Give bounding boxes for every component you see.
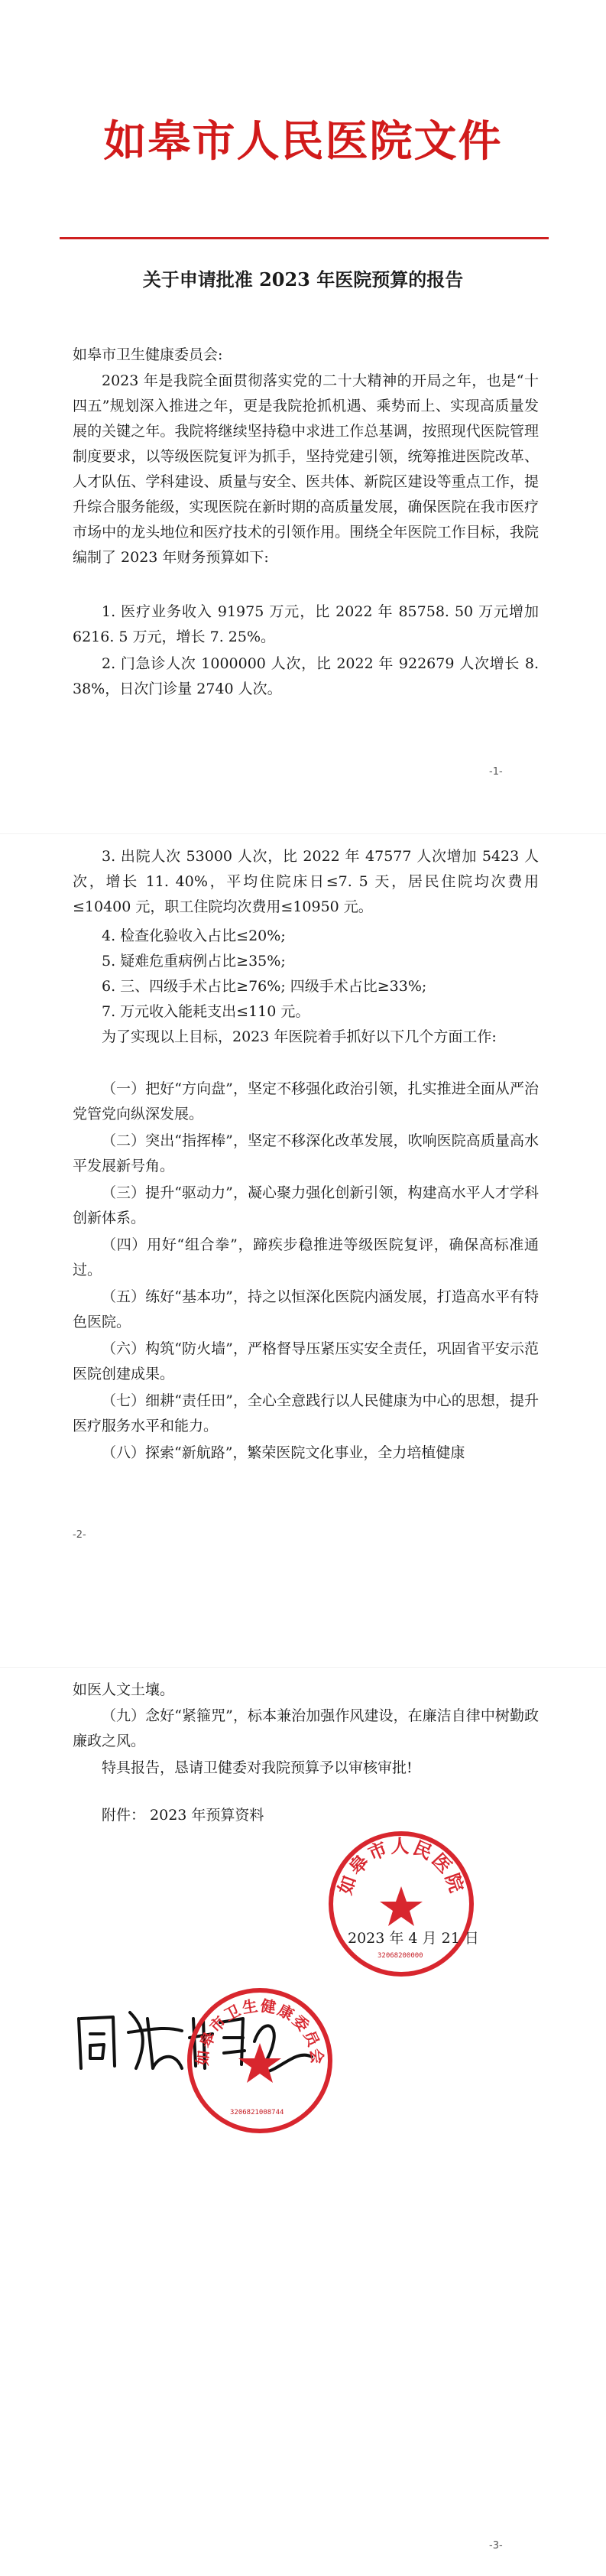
page-number: -1-: [489, 766, 503, 778]
attachment-line: 附件： 2023 年预算资料: [102, 1807, 264, 1824]
body-paragraph: （六）构筑“防火墙”，严格督导压紧压实安全责任，巩固省平安示范医院创建成果。: [73, 1340, 539, 1382]
body-paragraph: （九）念好“紧箍咒”，标本兼治加强作风建设，在廉洁自律中树勤政廉政之风。: [73, 1707, 539, 1749]
seal-star: [238, 2043, 281, 2083]
body-paragraph: 1. 医疗业务收入 91975 万元，比 2022 年 85758. 50 万元增加 6216. 5 万元，增长 7. 25%。: [73, 603, 539, 645]
body-paragraph: 3. 出院人次 53000 人次，比 2022 年 47577 人次增加 5423 人次，增长 11. 40%，平均住院床日≤7. 5 天，居民住院均次费用≤10400 元，职工住院均次费用≤10950 元。: [73, 848, 539, 915]
page-number: -3-: [489, 2540, 503, 2552]
document-date: 2023 年 4 月 21 日: [348, 1930, 479, 1947]
body-paragraph: （五）练好“基本功”，持之以恒深化医院内涵发展，打造高水平有特色医院。: [73, 1288, 539, 1330]
body-paragraph: 5. 疑难危重病例占比≥35%;: [102, 953, 286, 970]
hospital-seal: [329, 1831, 474, 1977]
seal-star: [380, 1886, 423, 1926]
body-paragraph: （八）探索“新航路”，繁荣医院文化事业，全力培植健康: [102, 1444, 465, 1461]
page-divider: [0, 1667, 606, 1668]
body-paragraph: （四）用好“组合拳”，蹄疾步稳推进等级医院复评，确保高标准通过。: [73, 1236, 539, 1278]
body-paragraph: 4. 检查化验收入占比≤20%;: [102, 927, 286, 944]
body-paragraph: 如医人文土壤。: [73, 1681, 175, 1698]
body-paragraph: 为了实现以上目标，2023 年医院着手抓好以下几个方面工作:: [102, 1028, 497, 1045]
commission-seal: [187, 1988, 332, 2133]
commission-seal-code: 3206821008744: [230, 2109, 284, 2116]
page-divider: [0, 833, 606, 834]
body-paragraph: （二）突出“指挥棒”，坚定不移深化改革发展，吹响医院高质量高水平发展新号角。: [73, 1132, 539, 1174]
hospital-seal-text: 如皋市人民医院: [333, 1834, 469, 1898]
hospital-seal-code: 32068200000: [378, 1952, 423, 1960]
body-paragraph: 6. 三、四级手术占比≥76%; 四级手术占比≥33%;: [102, 978, 427, 995]
body-paragraph: （七）细耕“责任田”，全心全意践行以人民健康为中心的思想，提升医疗服务水平和能力。: [73, 1392, 539, 1434]
header-divider: [60, 237, 549, 239]
body-paragraph: 7. 万元收入能耗支出≤110 元。: [102, 1003, 310, 1020]
body-paragraph: （三）提升“驱动力”，凝心聚力强化创新引领，构建高水平人才学科创新体系。: [73, 1184, 539, 1226]
body-paragraph: 2023 年是我院全面贯彻落实党的二十大精神的开局之年，也是“十四五”规划深入推进之年，更是我院抢抓机遇、乘势而上、实现高质量发展的关键之年。我院将继续坚持稳中求进工作总基调，按照现代医院管理制度要求，以等级医院复评为抓手，坚持党建引领，统筹推进医院改革、人才队伍、学科建设、质量与安全、医共体、新院区建设等重点工作，提升综合服务能级，实现医院在新时期的高质量发展，确保医院在我市医疗市场中的龙头地位和医疗技术的引领作用。围绕全年医院工作目标，我院编制了 2023 年财务预算如下:: [73, 372, 539, 566]
page-number: -2-: [73, 1529, 86, 1541]
body-paragraph: 2. 门急诊人次 1000000 人次，比 2022 年 922679 人次增长 8. 38%，日次门诊量 2740 人次。: [73, 655, 539, 697]
recipient-line: 如皋市卫生健康委员会:: [73, 346, 223, 363]
commission-seal-text: 如皋市卫生健康委员会: [193, 1996, 327, 2067]
document-title: 关于申请批准 2023 年医院预算的报告: [142, 268, 464, 291]
body-paragraph: （一）把好“方向盘”，坚定不移强化政治引领，扎实推进全面从严治党管党向纵深发展。: [73, 1080, 539, 1122]
body-paragraph: 特具报告，恳请卫健委对我院预算予以审核审批!: [102, 1759, 413, 1776]
document-header: 如皋市人民医院文件: [103, 116, 503, 167]
